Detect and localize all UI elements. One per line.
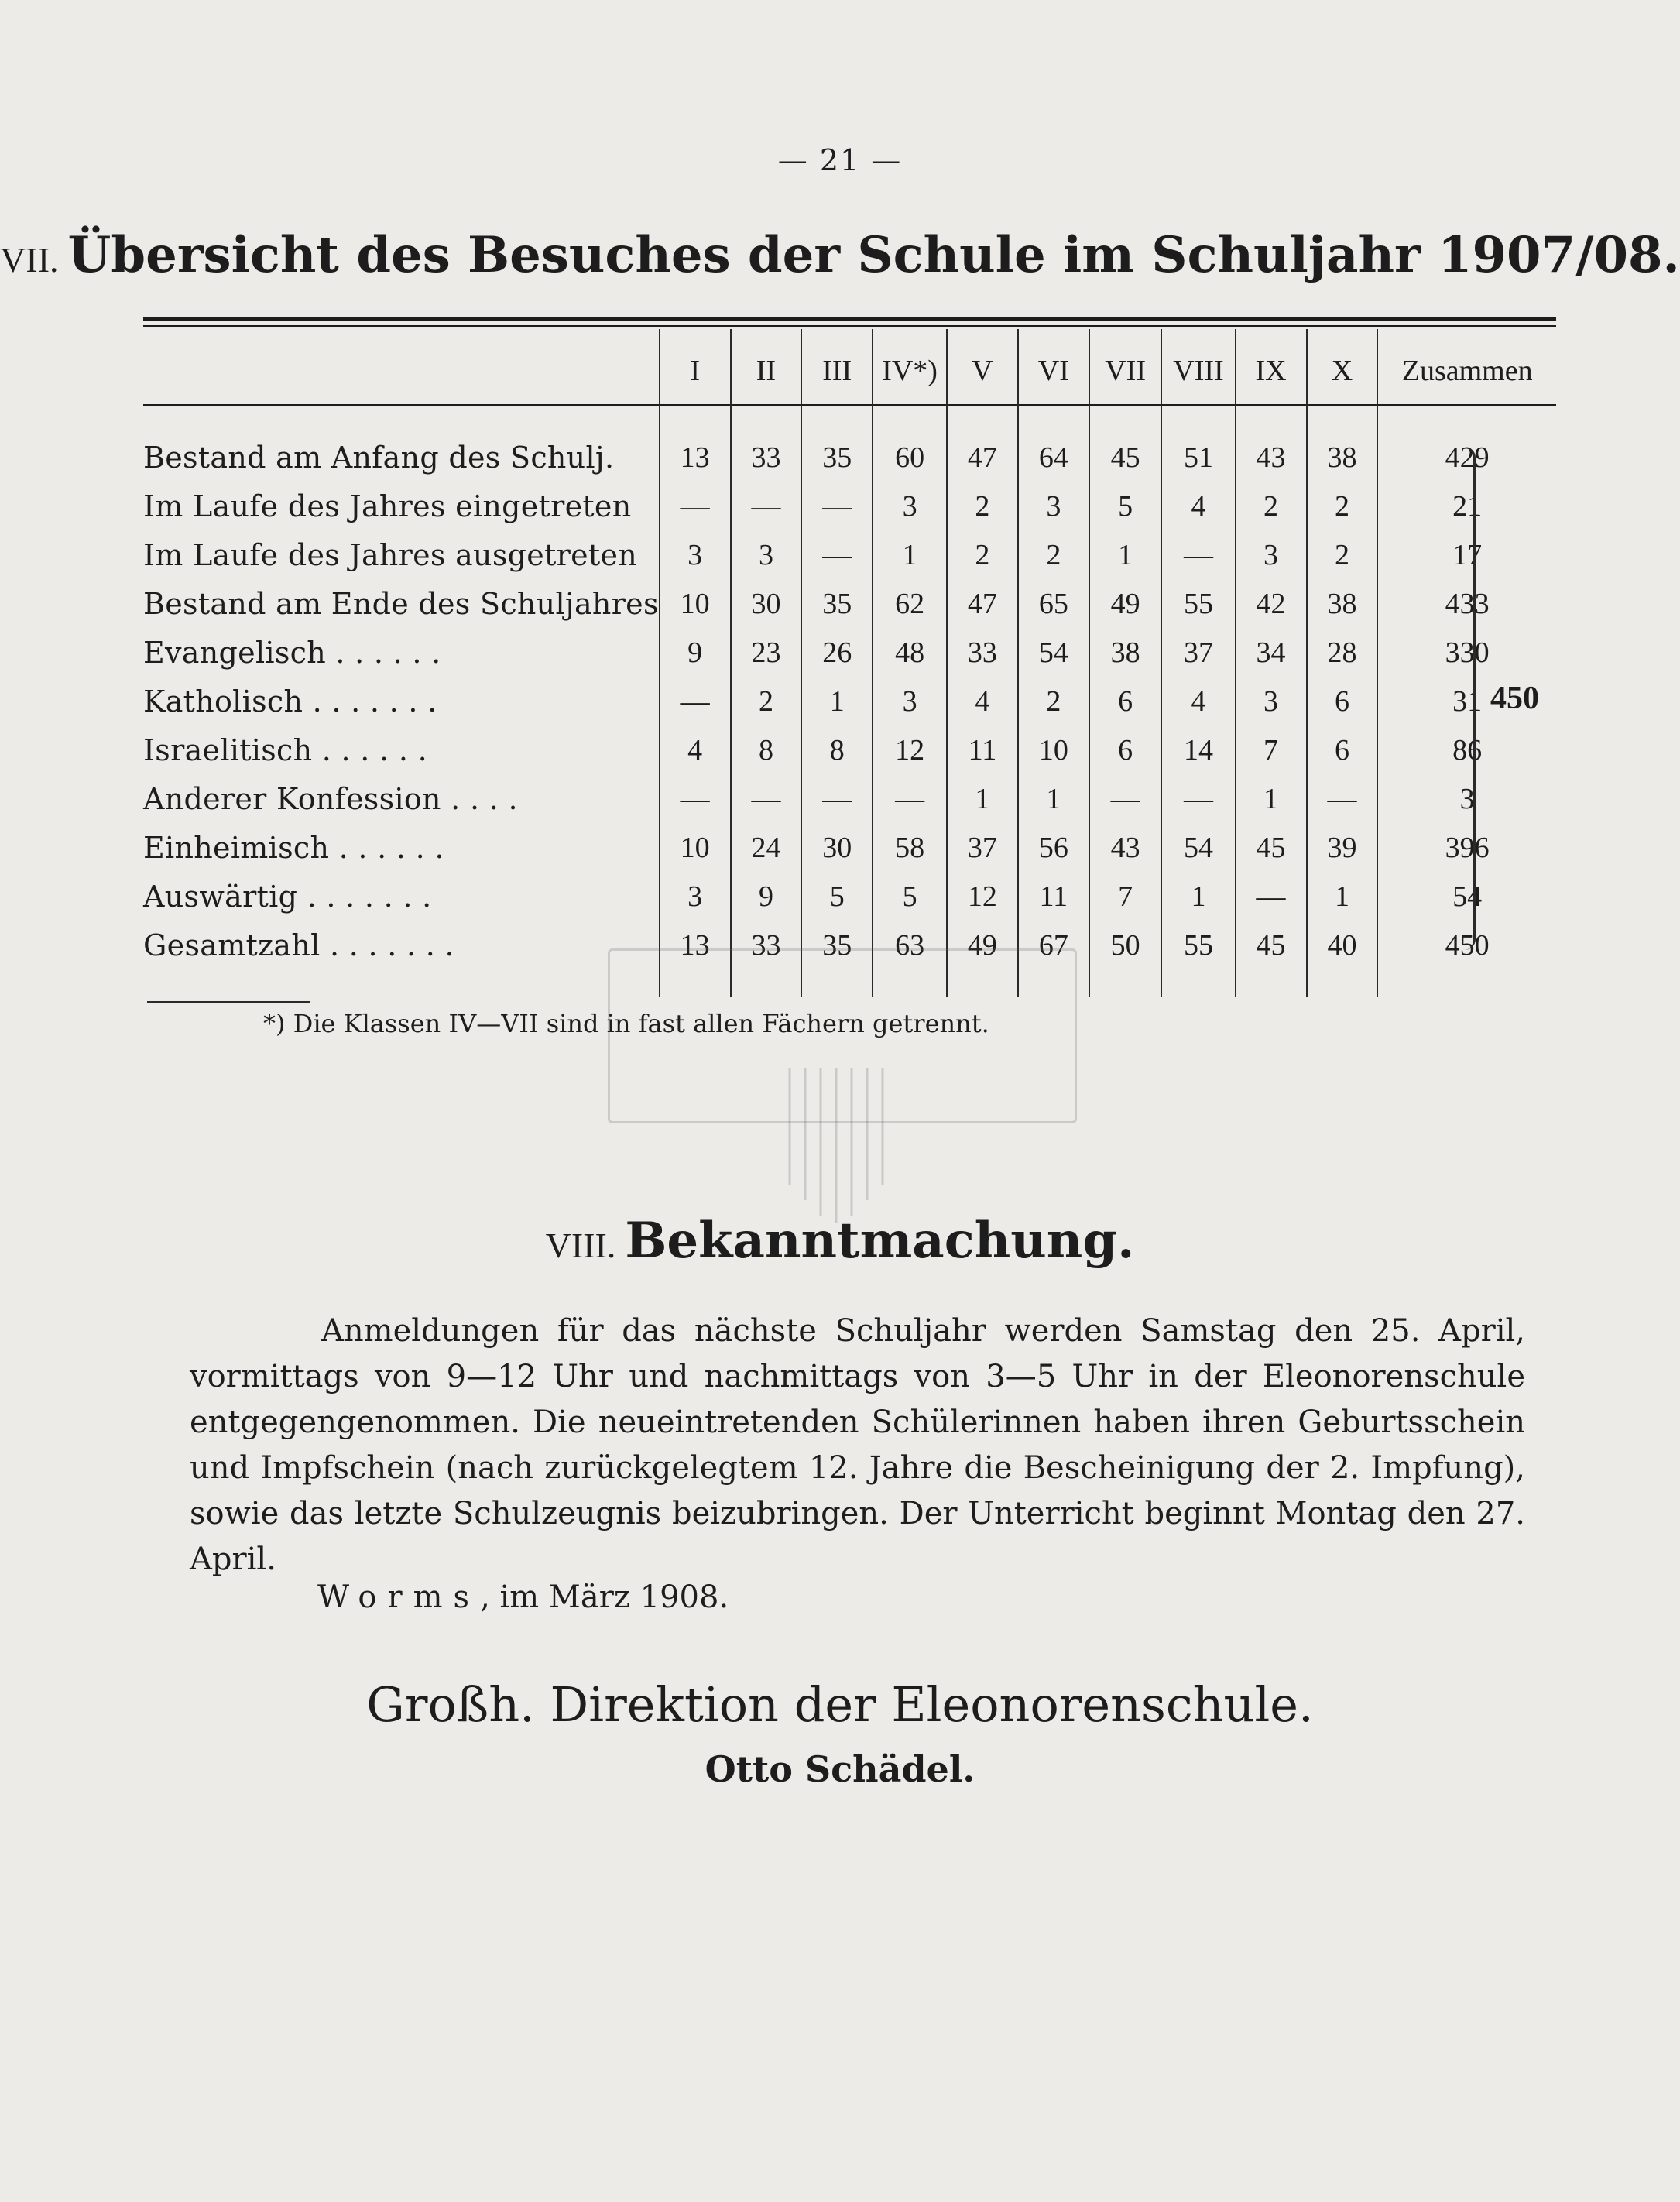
table-cell: 2 [1236,482,1307,530]
table-cell: 34 [1236,628,1307,677]
table-row [143,872,1556,921]
page-number: — 21 — [777,143,903,177]
table-cell: 13 [660,921,731,997]
table-cell: 49 [1089,579,1162,628]
table-cell: 1 [947,774,1018,823]
table-cell: 2 [1307,482,1378,530]
table-cell: 51 [1161,413,1235,482]
table-cell: — [873,774,947,823]
table-cell: 35 [801,413,873,482]
table-cell: 30 [801,823,873,872]
table-cell: 48 [873,628,947,677]
table-cell: 2 [1307,530,1378,579]
table-cell: 45 [1089,413,1162,482]
table-cell: 1 [1236,774,1307,823]
table-row [143,823,1556,872]
table-row [143,725,1556,774]
row-label: Im Laufe des Jahres ausgetreten [143,537,638,572]
table-cell: 2 [1018,530,1089,579]
row-label: Gesamtzahl . . . . . . . [143,928,454,962]
table-cell: 35 [801,921,873,997]
row-total-cell: 54 [1377,872,1556,921]
table-body [143,413,1556,997]
row-label: Anderer Konfession . . . . [143,781,518,816]
column-header: I [660,329,731,413]
table-cell: 49 [947,921,1018,997]
table-cell: 63 [873,921,947,997]
table-cell: 2 [947,482,1018,530]
table-cell: 1 [1089,530,1162,579]
row-total-cell: 31 [1377,677,1556,725]
table-cell: 39 [1307,823,1378,872]
table-cell: 54 [1161,823,1235,872]
table-cell: 42 [1236,579,1307,628]
table-cell: 33 [947,628,1018,677]
table-cell: 12 [873,725,947,774]
table-cell: — [801,530,873,579]
table-cell: 10 [660,823,731,872]
row-label: Evangelisch . . . . . . [143,635,441,670]
table-cell: 2 [1018,677,1089,725]
table-cell: 12 [947,872,1018,921]
table-cell: 1 [801,677,873,725]
table-cell: — [660,677,731,725]
row-total-cell: 21 [1377,482,1556,530]
table-cell: 7 [1089,872,1162,921]
table-cell: 5 [1089,482,1162,530]
table-cell: — [1161,774,1235,823]
row-label: Einheimisch . . . . . . [143,830,444,865]
table-cell: 24 [731,823,802,872]
table-cell: 1 [1161,872,1235,921]
table-cell: 65 [1018,579,1089,628]
table-cell: 6 [1307,677,1378,725]
table-cell: 56 [1018,823,1089,872]
table-cell: 54 [1018,628,1089,677]
table-cell: 6 [1089,725,1162,774]
table-cell: 37 [1161,628,1235,677]
table-row [143,677,1556,725]
table-cell: 23 [731,628,802,677]
table-cell: 9 [660,628,731,677]
signature-organization: Großh. Direktion der Eleonorenschule. [366,1676,1314,1733]
row-total-cell: 3 [1377,774,1556,823]
table-cell: 3 [1236,677,1307,725]
table-cell: 38 [1089,628,1162,677]
table-cell: 1 [873,530,947,579]
table-cell: 37 [947,823,1018,872]
table-row [143,774,1556,823]
table-row [143,579,1556,628]
footnote-rule [147,1001,310,1003]
column-header: II [731,329,802,413]
section-title-vii [0,226,1680,284]
faint-stamp-lines [782,1068,890,1223]
table-cell: 9 [731,872,802,921]
table-cell: 3 [660,872,731,921]
table-cell: 43 [1236,413,1307,482]
column-header: VIII [1161,329,1235,413]
header-empty [143,329,660,413]
row-label: Im Laufe des Jahres eingetreten [143,489,632,523]
table-cell: 35 [801,579,873,628]
table-cell: 3 [873,482,947,530]
table-cell: 64 [1018,413,1089,482]
row-label: Katholisch . . . . . . . [143,684,437,719]
table-cell: 40 [1307,921,1378,997]
table-cell: — [1161,530,1235,579]
column-header-total: Zusammen [1377,329,1556,413]
row-label: Bestand am Anfang des Schulj. [143,440,615,475]
table-cell: 14 [1161,725,1235,774]
table-cell: 3 [660,530,731,579]
table-cell: 55 [1161,921,1235,997]
row-total-cell: 429 [1377,413,1556,482]
table-header-row [143,329,1556,413]
table-footnote: *) Die Klassen IV—VII sind in fast allen Fächern getrennt. [263,1009,989,1038]
table-cell: 13 [660,413,731,482]
table-cell: — [1307,774,1378,823]
row-label: Israelitisch . . . . . . [143,732,427,767]
table-cell: 43 [1089,823,1162,872]
table-cell: — [1236,872,1307,921]
table-cell: 2 [731,677,802,725]
table-cell: 8 [801,725,873,774]
row-label: Auswärtig . . . . . . . [143,879,432,914]
table-cell: 67 [1018,921,1089,997]
column-header: V [947,329,1018,413]
date-text: , im März 1908. [480,1579,729,1615]
table-row [143,482,1556,530]
table-cell: 10 [1018,725,1089,774]
table-cell: 60 [873,413,947,482]
table-top-rule [143,317,1556,321]
table-cell: 1 [1018,774,1089,823]
column-header: IV*) [873,329,947,413]
table-cell: 5 [801,872,873,921]
table-cell: 4 [1161,677,1235,725]
table-cell: 26 [801,628,873,677]
table-cell: 4 [660,725,731,774]
table-cell: 45 [1236,921,1307,997]
table-cell: 47 [947,579,1018,628]
table-cell: — [801,482,873,530]
place-name: Worms [317,1579,481,1615]
table-cell: — [731,482,802,530]
table-row [143,628,1556,677]
section-numeral: VII. [0,240,59,280]
section-heading: Bekanntmachung. [625,1212,1135,1270]
table-cell: — [1089,774,1162,823]
table-row [143,530,1556,579]
attendance-table [143,329,1556,997]
table-cell: 11 [1018,872,1089,921]
table-cell: 45 [1236,823,1307,872]
row-label: Bestand am Ende des Schuljahres [143,586,659,621]
table-cell: 58 [873,823,947,872]
table-cell: 55 [1161,579,1235,628]
table-cell: 33 [731,921,802,997]
table-cell: 11 [947,725,1018,774]
row-total-cell: 17 [1377,530,1556,579]
row-total-cell: 450 [1377,921,1556,997]
row-total-cell: 330 [1377,628,1556,677]
column-header: III [801,329,873,413]
table-cell: — [660,774,731,823]
table-cell: 1 [1307,872,1378,921]
table-cell: 50 [1089,921,1162,997]
table-top-rule-thin [143,325,1556,327]
table-cell: 6 [1307,725,1378,774]
table-cell: 3 [1236,530,1307,579]
column-header: VII [1089,329,1162,413]
table-cell: 2 [947,530,1018,579]
row-total-cell: 396 [1377,823,1556,872]
grand-total: 450 [1490,681,1539,716]
table-cell: — [660,482,731,530]
table-cell: 3 [731,530,802,579]
section-title-viii [0,1212,1680,1270]
table-cell: 8 [731,725,802,774]
table-cell: — [731,774,802,823]
table-cell: 4 [947,677,1018,725]
section-numeral: VIII. [545,1226,616,1265]
table-cell: 4 [1161,482,1235,530]
table-cell: 33 [731,413,802,482]
row-total-cell: 86 [1377,725,1556,774]
table-cell: 30 [731,579,802,628]
row-total-cell: 433 [1377,579,1556,628]
section-heading: Übersicht des Besuches der Schule im Schuljahr 1907/08. [67,226,1680,284]
table-cell: 62 [873,579,947,628]
table-row [143,413,1556,482]
total-brace [1459,447,1476,950]
table-cell: — [801,774,873,823]
place-date [317,1579,729,1615]
table-cell: 3 [1018,482,1089,530]
table-cell: 10 [660,579,731,628]
announcement-paragraph: Anmeldungen für das nächste Schuljahr werden Samstag den 25. April, vormittags von 9—12 Uhr und nachmittags von 3—5 Uhr in der Eleonorenschule entgegengenommen. Die neueintretenden Schülerinnen haben ihren Geburtsschein und Impfschein (nach zurückgelegtem 12. Jahre die Bescheinigung der 2. Impfung), sowie das letzte Schulzeugnis beizubringen. Der Unterricht beginnt Montag den 27. April. [190,1313,1525,1577]
column-header: X [1307,329,1378,413]
signature-name: Otto Schädel. [705,1748,975,1790]
table-cell: 6 [1089,677,1162,725]
table-cell: 5 [873,872,947,921]
table-cell: 3 [873,677,947,725]
table-cell: 47 [947,413,1018,482]
table-cell: 38 [1307,413,1378,482]
column-header: VI [1018,329,1089,413]
table-cell: 38 [1307,579,1378,628]
table-cell: 28 [1307,628,1378,677]
table-cell: 7 [1236,725,1307,774]
column-header: IX [1236,329,1307,413]
